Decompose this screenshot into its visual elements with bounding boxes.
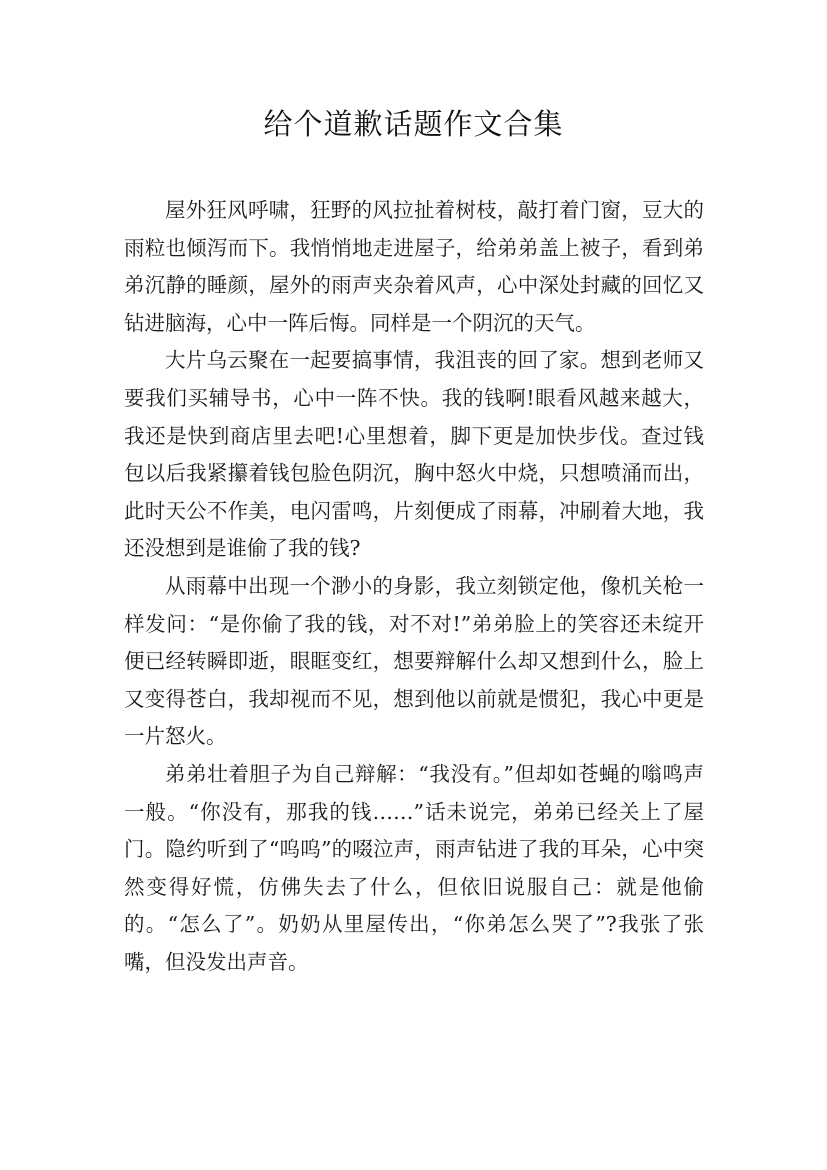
- paragraph-2: 大片乌云聚在一起要搞事情，我沮丧的回了家。想到老师又要我们买辅导书，心中一阵不快。我的钱啊!眼看风越来越大，我还是快到商店里去吧!心里想着，脚下更是加快步伐。查过钱包以后我紧攥着钱包脸色阴沉，胸中怒火中烧，只想喷涌而出，此时天公不作美，电闪雷鸣，片刻便成了雨幕，冲刷着大地，我还没想到是谁偷了我的钱?: [124, 348, 704, 561]
- paragraph-3: 从雨幕中出现一个渺小的身影，我立刻锁定他，像机关枪一样发问：“是你偷了我的钱，对不对!”弟弟脸上的笑容还未绽开便已经转瞬即逝，眼眶变红，想要辩解什么却又想到什么，脸上又变得苍白，我却视而不见，想到他以前就是惯犯，我心中更是一片怒火。: [124, 573, 704, 749]
- document-body: [124, 192, 704, 981]
- document-title: 给个道歉话题作文合集: [263, 107, 564, 141]
- paragraph-1: 屋外狂风呼啸，狂野的风拉扯着树枝，敲打着门窗，豆大的雨粒也倾泻而下。我悄悄地走进屋子，给弟弟盖上被子，看到弟弟沉静的睡颜，屋外的雨声夹杂着风声，心中深处封藏的回忆又钻进脑海，心中一阵后悔。同样是一个阴沉的天气。: [124, 198, 704, 335]
- paragraph-4: 弟弟壮着胆子为自己辩解：“我没有。”但却如苍蝇的嗡鸣声一般。“你没有，那我的钱……”话未说完，弟弟已经关上了屋门。隐约听到了“呜呜”的啜泣声，雨声钻进了我的耳朵，心中突然变得好慌，仿佛失去了什么，但依旧说服自己：就是他偷的。“怎么了”。奶奶从里屋传出，“你弟怎么哭了”?我张了张嘴，但没发出声音。: [124, 761, 704, 974]
